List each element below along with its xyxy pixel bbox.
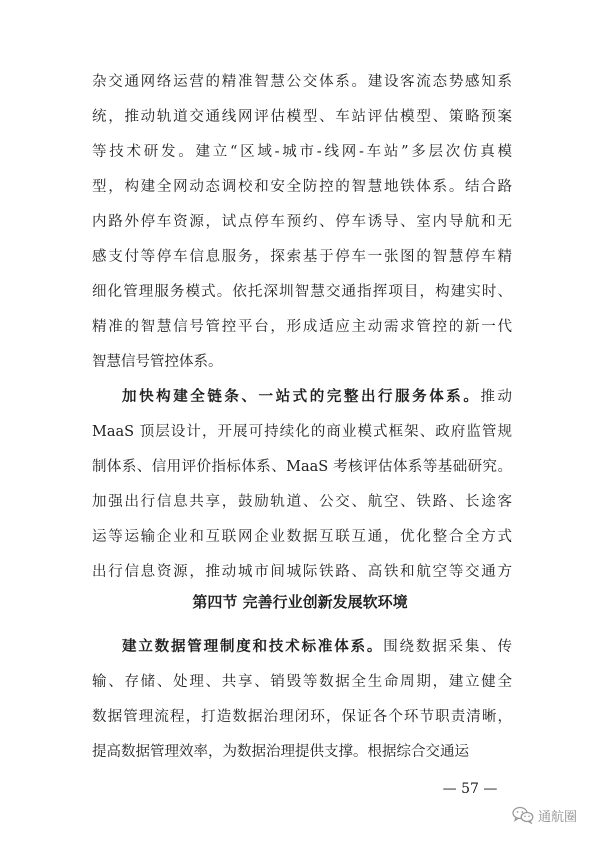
paragraph-line: 统，推动轨道交通线网评估模型、车站评估模型、策略预案 [92, 109, 512, 125]
page-number: — 57 — [442, 781, 498, 797]
paragraph-line: 内路外停车资源，试点停车预约、停车诱导、室内导航和无 [92, 214, 512, 230]
paragraph-line: 制体系、信用评价指标体系、MaaS 考核评估体系等基础研究。 [92, 459, 512, 475]
paragraph-line: 加强出行信息共享，鼓励轨道、公交、航空、铁路、长途客 [92, 494, 512, 510]
paragraph-line: 型，构建全网动态调校和安全防控的智慧地铁体系。结合路 [92, 179, 512, 195]
paragraph-line: 感支付等停车信息服务，探索基于停车一张图的智慧停车精 [92, 249, 512, 265]
paragraph-line: 出行信息资源，推动城市间城际铁路、高铁和航空等交通方 [92, 564, 512, 580]
paragraph-line: 数据管理流程，打造数据治理闭环，保证各个环节职责清晰， [92, 709, 512, 725]
paragraph-line: 提高数据管理效率，为数据治理提供支撑。根据综合交通运 [92, 744, 469, 760]
paragraph-line: 输、存储、处理、共享、销毁等数据全生命周期，建立健全 [92, 674, 512, 690]
paragraph-line: 杂交通网络运营的精准智慧公交体系。建设客流态势感知系 [92, 74, 512, 90]
paragraph-line: 细化管理服务模式。依托深圳智慧交通指挥项目，构建实时、 [92, 284, 512, 300]
watermark [512, 804, 577, 826]
paragraph-line: 智慧信号管控体系。 [92, 354, 223, 370]
paragraph-line: 精准的智慧信号管控平台，形成适应主动需求管控的新一代 [92, 319, 512, 335]
paragraph-line: 运等运输企业和互联网企业数据互联互通，优化整合全方式 [92, 529, 512, 545]
wechat-icon [512, 806, 534, 824]
watermark-text: 通航圈 [538, 809, 578, 825]
paragraph-line: 等技术研发。建立“区域-城市-线网-车站”多层次仿真模 [92, 144, 512, 160]
section-heading: 第四节 完善行业创新发展软环境 [192, 593, 408, 611]
bold-lead: 建立数据管理制度和技术标准体系。 [122, 638, 384, 655]
bold-lead: 加快构建全链条、一站式的完整出行服务体系。 [122, 388, 481, 405]
paragraph-lead-line [122, 637, 512, 657]
paragraph-lead-line [122, 387, 512, 407]
lead-rest: 围绕数据采集、传 [383, 639, 513, 655]
paragraph-line: MaaS 顶层设计，开展可持续化的商业模式框架、政府监管规 [92, 424, 512, 440]
lead-rest: 推动 [480, 389, 513, 405]
